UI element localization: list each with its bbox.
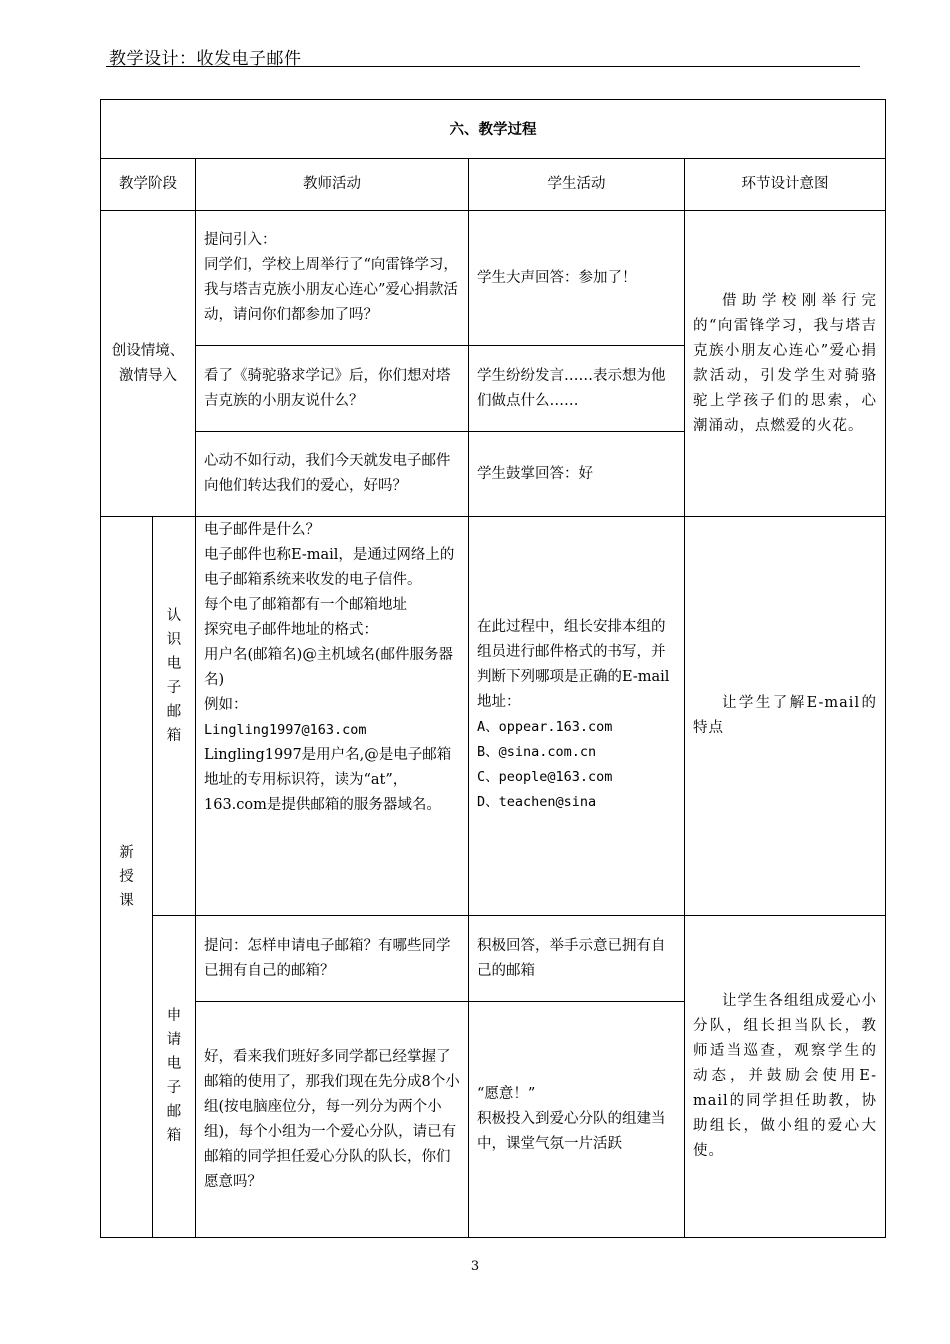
substage-cell	[153, 916, 196, 1238]
teacher-activity-line: 心动不如行动，我们今天就发电子邮件向他们转达我们的爱心，好吗？	[204, 453, 451, 494]
stage-label: 创设情境、激情导入	[111, 342, 185, 384]
teacher-activity-line: 用户名(邮箱名)@主机域名(邮件服务器名)	[204, 647, 453, 688]
student-activity-cell	[469, 517, 685, 916]
student-activity-cell: 学生鼓掌回答：好	[469, 432, 685, 517]
teacher-activity-line: Lingling1997@163.com	[204, 722, 367, 738]
option-d: D、teachen@sina	[477, 794, 597, 810]
teacher-activity-line: 提问引入：	[204, 232, 277, 248]
table-row	[101, 916, 886, 1002]
teacher-activity-cell: 好，看来我们班好多同学都已经掌握了邮箱的使用了，那我们现在先分成8个小组(按电脑座位分，每一列分为两个小组)，每个小组为一个爱心分队，请已有邮箱的同学担任爱心分队的队长，你们愿意吗？	[196, 1002, 469, 1238]
teacher-activity-line: 电子邮件是什么？	[204, 522, 320, 538]
document-header: 教学设计：收发电子邮件	[109, 49, 302, 69]
option-a: A、oppear.163.com	[477, 719, 613, 735]
design-intent-cell: 让学生各组组成爱心小分队，组长担当队长，教师适当巡查，观察学生的动态，并鼓励会使用E-mail的同学担任助教，协助组长，做小组的爱心大使。	[685, 916, 886, 1238]
column-header-teacher: 教师活动	[196, 159, 469, 211]
student-activity-cell: 学生大声回答：参加了！	[469, 211, 685, 346]
stage-cell-new-lesson	[101, 517, 153, 1238]
student-activity-line: 积极投入到爱心分队的组建当中，课堂气氛一片活跃	[477, 1111, 666, 1152]
teacher-activity-line: 例如：	[204, 697, 248, 713]
teacher-activity-line: 同学们，学校上周举行了“向雷锋学习，我与塔吉克族小朋友心连心”爱心捐款活动，请问你们都参加了吗？	[204, 257, 458, 323]
table-header-row	[101, 159, 886, 211]
teacher-activity-cell	[196, 346, 469, 432]
design-intent-cell: 让学生了解E-mail的特点	[685, 517, 886, 916]
student-activity-line: “愿意！”	[477, 1086, 536, 1102]
substage-label: 认识电子邮箱	[166, 607, 182, 744]
substage-label: 申请电子邮箱	[166, 1008, 182, 1144]
student-activity-line: 积极回答，举手示意已拥有自己的邮箱	[477, 937, 666, 979]
stage-cell-intro	[101, 211, 196, 517]
teacher-activity-cell	[196, 211, 469, 346]
teaching-process-table	[100, 99, 886, 1238]
teacher-activity-cell	[196, 517, 469, 916]
table-row	[101, 517, 886, 916]
teacher-activity-line: 每个电了邮箱都有一个邮箱地址	[204, 597, 407, 613]
student-activity-line: 在此过程中，组长安排本组的组员进行邮件格式的书写，并判断下列哪项是正确的E-mail地址：	[477, 619, 670, 710]
design-intent-cell: 借助学校刚举行完的“向雷锋学习，我与塔吉克族小朋友心连心”爱心捐款活动，引发学生对骑骆驼上学孩子们的思索，心潮涌动，点燃爱的火花。	[685, 211, 886, 517]
header-rule	[106, 66, 860, 67]
student-activity-cell	[469, 1002, 685, 1238]
teacher-activity-line: 电子邮件也称E-mail，是通过网络上的电子邮箱系统来收发的电子信件。	[204, 547, 455, 588]
table-title-row	[101, 100, 886, 159]
table-row	[101, 211, 886, 346]
column-header-intent: 环节设计意图	[685, 159, 886, 211]
stage-label: 新授课	[119, 844, 134, 909]
teacher-activity-line: Lingling1997是用户名,@是电子邮箱地址的专用标识符，读为“at”，163.com是提供邮箱的服务器域名。	[204, 747, 452, 813]
student-activity-cell: 学生纷纷发言……表示想为他们做点什么……	[469, 346, 685, 432]
section-title: 六、教学过程	[101, 100, 886, 159]
teacher-activity-line: 看了《骑驼骆求学记》后，你们想对塔吉克族的小朋友说什么？	[204, 367, 451, 409]
teacher-activity-cell: 提问：怎样申请电子邮箱？有哪些同学已拥有自己的邮箱？	[196, 916, 469, 1002]
substage-cell	[153, 517, 196, 916]
column-header-stage: 教学阶段	[101, 159, 196, 211]
option-c: C、people@163.com	[477, 769, 613, 785]
column-header-student: 学生活动	[469, 159, 685, 211]
option-b: B、@sina.com.cn	[477, 744, 597, 760]
teacher-activity-line: 探究电子邮件地址的格式：	[204, 622, 378, 638]
teacher-activity-cell	[196, 432, 469, 517]
page-number: 3	[470, 1259, 480, 1274]
student-activity-cell	[469, 916, 685, 1002]
